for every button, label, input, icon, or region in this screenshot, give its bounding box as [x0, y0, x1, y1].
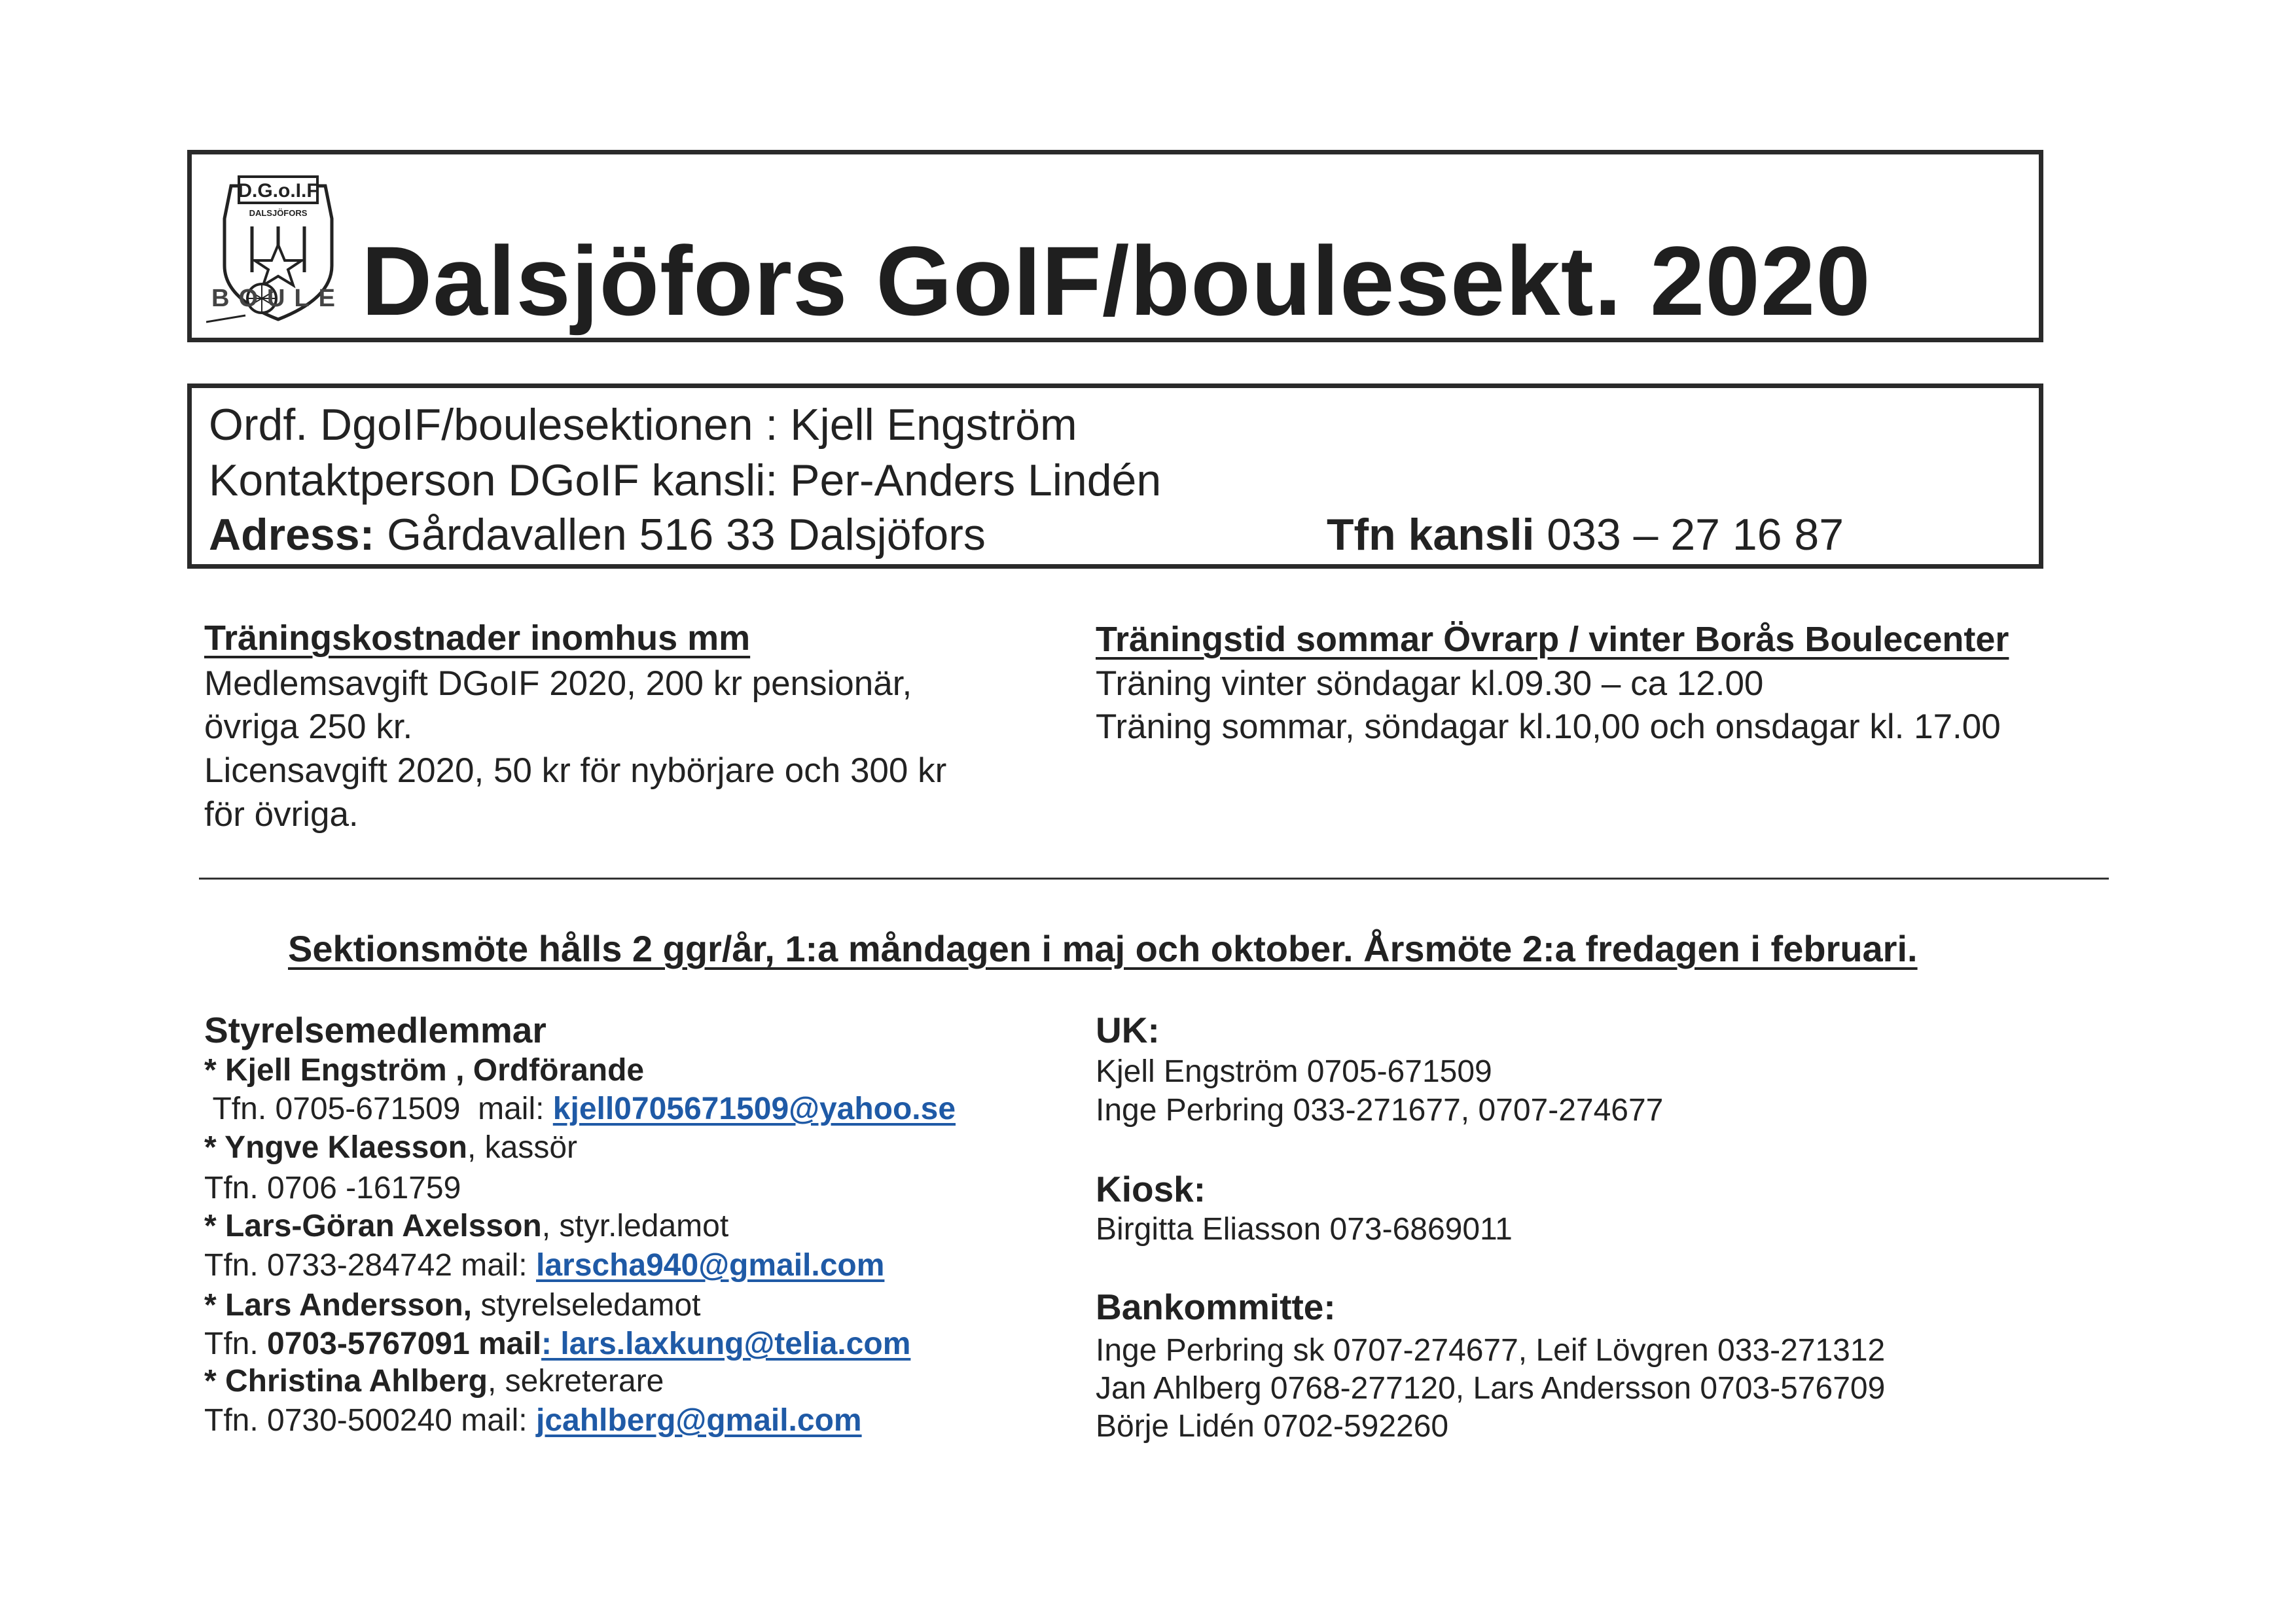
- address-label: Adress:: [209, 510, 375, 560]
- costs-line: Licensavgift 2020, 50 kr för nybörjare och 300 kr: [204, 751, 947, 790]
- page-title: Dalsjöfors GoIF/boulesekt. 2020: [361, 226, 1871, 336]
- board-member-contact: [204, 1250, 884, 1281]
- board-member-name: * Lars-Göran Axelsson: [204, 1209, 542, 1243]
- board-member-name: * Kjell Engström , Ordförande: [204, 1053, 645, 1088]
- board-member-name-row: [204, 1211, 728, 1242]
- board-member-contact: Tfn. 0706 -161759: [204, 1171, 461, 1205]
- uk-heading: UK:: [1096, 1010, 1160, 1050]
- board-member-contact: [204, 1329, 910, 1360]
- email-link[interactable]: kjell0705671509@yahoo.se: [552, 1092, 956, 1126]
- bank-line: Jan Ahlberg 0768-277120, Lars Andersson 0703-576709: [1096, 1371, 1886, 1406]
- logo-sub-text: DALSJÖFORS: [249, 208, 308, 218]
- club-logo: [206, 168, 350, 332]
- board-member-name-row: [204, 1290, 701, 1321]
- contact-line: Kontaktperson DGoIF kansli: Per-Anders Lindén: [209, 455, 1162, 505]
- kiosk-heading: Kiosk:: [1096, 1169, 1206, 1209]
- meeting-notice: Sektionsmöte hålls 2 ggr/år, 1:a måndagen i maj och oktober. Årsmöte 2:a fredagen i februari.: [288, 928, 1918, 969]
- address-line: [209, 510, 986, 560]
- kiosk-line: Birgitta Eliasson 073-6869011: [1096, 1212, 1513, 1247]
- costs-line: övriga 250 kr.: [204, 707, 413, 746]
- logo-top-text: D.G.o.I.F: [238, 180, 319, 202]
- divider: [199, 878, 2109, 880]
- bank-line: Börje Lidén 0702-592260: [1096, 1409, 1449, 1444]
- uk-line: Kjell Engström 0705-671509: [1096, 1054, 1492, 1089]
- bank-heading: Bankommitte:: [1096, 1287, 1336, 1327]
- board-member-name: * Lars Andersson,: [204, 1288, 473, 1323]
- phone-number: 0703-5767091 mail: [267, 1327, 542, 1361]
- phone-label: Tfn kansli: [1327, 510, 1535, 560]
- costs-heading: Träningskostnader inomhus mm: [204, 618, 751, 658]
- chairman-line: Ordf. DgoIF/boulesektionen : Kjell Engström: [209, 400, 1077, 450]
- board-member-name: * Yngve Klaesson: [204, 1130, 467, 1165]
- board-member-role: , styr.ledamot: [541, 1209, 729, 1243]
- phone-text: Tfn.: [204, 1327, 268, 1361]
- header-box: [187, 150, 2043, 342]
- email-link[interactable]: jcahlberg@gmail.com: [535, 1403, 862, 1438]
- uk-line: Inge Perbring 033-271677, 0707-274677: [1096, 1093, 1664, 1128]
- training-line: Träning sommar, söndagar kl.10,00 och onsdagar kl. 17.00: [1096, 707, 2001, 746]
- costs-line: för övriga.: [204, 795, 359, 834]
- phone-text: Tfn. 0730-500240 mail:: [204, 1403, 536, 1438]
- board-member-role: , sekreterare: [487, 1364, 664, 1399]
- board-member-role: styrelseledamot: [472, 1288, 701, 1323]
- training-heading: Träningstid sommar Övrarp / vinter Borås Boulecenter: [1096, 620, 2009, 659]
- board-member-name: * Christina Ahlberg: [204, 1364, 488, 1399]
- board-heading: Styrelsemedlemmar: [204, 1010, 547, 1050]
- board-member-contact: [204, 1405, 862, 1436]
- board-member-role: , kassör: [467, 1130, 577, 1165]
- phone-value: 033 – 27 16 87: [1547, 510, 1844, 560]
- training-line: Träning vinter söndagar kl.09.30 – ca 12.00: [1096, 664, 1764, 703]
- bank-line: Inge Perbring sk 0707-274677, Leif Lövgren 033-271312: [1096, 1333, 1886, 1368]
- phone-text: Tfn. 0733-284742 mail:: [204, 1248, 536, 1283]
- board-member-name-row: [204, 1366, 664, 1397]
- costs-line: Medlemsavgift DGoIF 2020, 200 kr pensionär,: [204, 664, 912, 703]
- email-link[interactable]: larscha940@gmail.com: [535, 1248, 885, 1283]
- board-member-contact: [204, 1094, 956, 1125]
- phone-line: [1327, 510, 1844, 560]
- address-value: Gårdavallen 516 33 Dalsjöfors: [387, 510, 986, 560]
- info-box: [187, 383, 2043, 569]
- logo-bottom-text: BOULE: [211, 285, 344, 312]
- board-member-name-row: [204, 1132, 577, 1164]
- email-link[interactable]: : lars.laxkung@telia.com: [541, 1327, 911, 1361]
- phone-text: Tfn. 0705-671509 mail:: [204, 1092, 553, 1126]
